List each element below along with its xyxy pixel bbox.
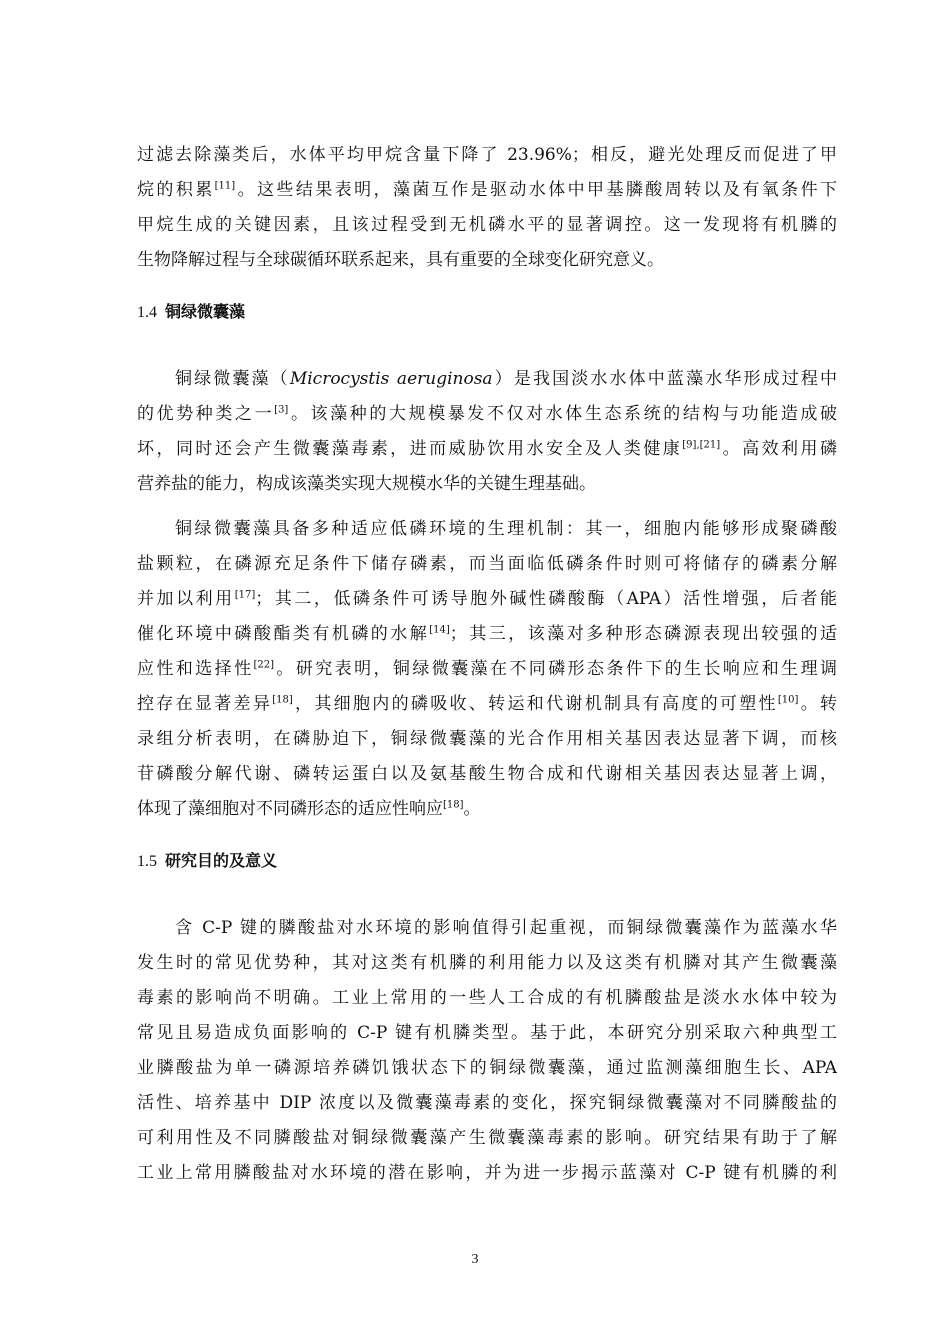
paragraph-line: 工业上常用膦酸盐对水环境的潜在影响，并为进一步揭示蓝藻对 C-P 键有机膦的利 [137, 1163, 837, 1183]
paragraph-line: 催化环境中磷酸酯类有机磷的水解[14]；其三，该藻对多种形态磷源表现出较强的适 [137, 624, 837, 644]
paragraph-line: 苷磷酸分解代谢、磷转运蛋白以及氨基酸生物合成和代谢相关基因表达显著上调， [137, 764, 837, 784]
citation: [18] [443, 799, 464, 811]
paragraph-line: 营养盐的能力，构成该藻类实现大规模水华的关键生理基础。 [137, 474, 596, 494]
citation: [3] [274, 404, 289, 416]
paragraph-line: 控存在显著差异[18]，其细胞内的磷吸收、转运和代谢机制具有高度的可塑性[10]。转 [137, 694, 837, 714]
paragraph-line: 生物降解过程与全球碳循环联系起来，具有重要的全球变化研究意义。 [137, 250, 664, 270]
citation: [9],[21] [682, 439, 721, 451]
citation: [17] [234, 589, 256, 601]
paragraph-line: 常见且易造成负面影响的 C-P 键有机膦类型。基于此，本研究分别采取六种典型工 [137, 1023, 837, 1043]
paragraph-line: 活性、培养基中 DIP 浓度以及微囊藻毒素的变化，探究铜绿微囊藻对不同膦酸盐的 [137, 1093, 837, 1113]
paragraph-line: 业膦酸盐为单一磷源培养磷饥饿状态下的铜绿微囊藻，通过监测藻细胞生长、APA [137, 1058, 837, 1078]
paragraph-line: 毒素的影响尚不明确。工业上常用的一些人工合成的有机膦酸盐是淡水水体中较为 [137, 988, 837, 1008]
paragraph-line: 甲烷生成的关键因素，且该过程受到无机磷水平的显著调控。这一发现将有机膦的 [137, 215, 837, 235]
paragraph-line: 盐颗粒，在磷源充足条件下储存磷素，而当面临低磷条件时则可将储存的磷素分解 [137, 554, 837, 574]
section-heading: 1.5 研究目的及意义 [137, 851, 278, 870]
paragraph-line: 铜绿微囊藻具备多种适应低磷环境的生理机制：其一，细胞内能够形成聚磷酸 [175, 519, 837, 539]
page-number: 3 [471, 1252, 479, 1267]
paragraph-line: 录组分析表明，在磷胁迫下，铜绿微囊藻的光合作用相关基因表达显著下调，而核 [137, 729, 837, 749]
citation: [14] [429, 624, 450, 636]
citation: [18] [272, 694, 293, 706]
paragraph-line: 烷的积累[11]。这些结果表明，藻菌互作是驱动水体中甲基膦酸周转以及有氧条件下 [137, 180, 837, 200]
citation: [22] [253, 659, 275, 671]
paragraph-line: 铜绿微囊藻（Microcystis aeruginosa）是我国淡水水体中蓝藻水华形成过程中 [175, 369, 837, 389]
paragraph-line: 并加以利用[17]；其二，低磷条件可诱导胞外碱性磷酸酶（APA）活性增强，后者能 [137, 589, 837, 609]
section-heading: 1.4 铜绿微囊藻 [137, 302, 246, 321]
paragraph-line: 坏，同时还会产生微囊藻毒素，进而威胁饮用水安全及人类健康[9],[21]。高效利用磷 [137, 439, 837, 459]
paragraph-line: 可利用性及不同膦酸盐对铜绿微囊藻产生微囊藻毒素的影响。研究结果有助于了解 [137, 1128, 837, 1148]
paragraph-line: 的优势种类之一[3]。该藻种的大规模暴发不仅对水体生态系统的结构与功能造成破 [137, 404, 837, 424]
citation: [10] [777, 694, 799, 706]
paragraph-line: 含 C-P 键的膦酸盐对水环境的影响值得引起重视，而铜绿微囊藻作为蓝藻水华 [175, 918, 837, 938]
paragraph-line: 过滤去除藻类后，水体平均甲烷含量下降了 23.96%；相反，避光处理反而促进了甲 [137, 145, 837, 165]
citation: [11] [214, 180, 236, 192]
paragraph-line: 发生时的常见优势种，其对这类有机膦的利用能力以及这类有机膦对其产生微囊藻 [137, 953, 837, 973]
paragraph-line: 应性和选择性[22]。研究表明，铜绿微囊藻在不同磷形态条件下的生长响应和生理调 [137, 659, 837, 679]
paragraph-line: 体现了藻细胞对不同磷形态的适应性响应[18]。 [137, 799, 481, 819]
